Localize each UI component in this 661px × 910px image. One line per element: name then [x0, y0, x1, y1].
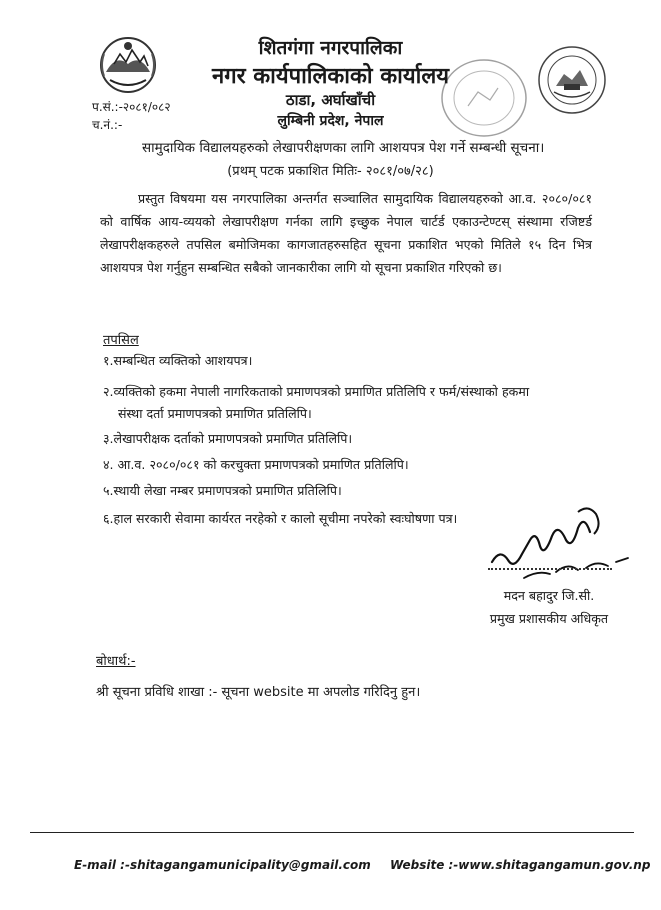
office-location: ठाडा, अर्घाखाँची — [285, 91, 376, 109]
notice-body: प्रस्तुत विषयमा यस नगरपालिका अन्तर्गत सञ्चालित सामुदायिक विद्यालयहरुको आ.व. २०८०/०८१ को वार्षिक आय-व्ययको लेखापरीक्षण गर्नका लागि इच्छुक नेपाल चार्टर्ड एकाउन्टेण्टस् संस्थामा रजिष्टर्ड लेखापरीक्षकहरुले तपसिल बमोजिमका कागजातहरुसहित सूचना प्रकाशित भएको मितिले १५ दिन भित्र आशयपत्र पेश गर्नुहुन सम्बन्धित सबैको जानकारीका लागि यो सूचना प्रकाशित गरिएको छ। — [100, 191, 592, 275]
list-item: २.व्यक्तिको हकमा नेपाली नागरिकताको प्रमाणपत्रको प्रमाणित प्रतिलिपि र फर्म/संस्थाको हकमा — [103, 384, 530, 399]
footer-divider — [30, 832, 634, 833]
published-date: (प्रथम् पटक प्रकाशित मितिः- २०८१/०७/२८) — [227, 164, 434, 179]
list-item: ५.स्थायी लेखा नम्बर प्रमाणपत्रको प्रमाणित प्रतिलिपि। — [103, 483, 342, 498]
signature-line — [488, 568, 612, 570]
list-item: ६.हाल सरकारी सेवामा कार्यरत नरहेको र कालो सूचीमा नपरेको स्वःघोषणा पत्र। — [103, 511, 458, 526]
office-name: नगर कार्यपालिकाको कार्यालय — [212, 64, 449, 89]
list-item-continuation: संस्था दर्ता प्रमाणपत्रको प्रमाणित प्रतिलिपि। — [118, 406, 312, 421]
footer-email: E-mail :-shitagangamunicipality@gmail.com — [74, 858, 371, 872]
cc-recipient: श्री सूचना प्रविधि शाखा :- सूचना website मा अपलोड गरिदिनु हुन। — [96, 685, 421, 700]
signatory-name: मदन बहादुर जि.सी. — [503, 588, 595, 603]
list-item: ४. आ.व. २०८०/०८१ को करचुक्ता प्रमाणपत्रको प्रमाणित प्रतिलिपि। — [103, 457, 409, 472]
list-item: ३.लेखापरीक्षक दर्ताको प्रमाणपत्रको प्रमाणित प्रतिलिपि। — [103, 431, 353, 446]
letter-reference-number: प.सं.:-२०८१/०८२ — [92, 100, 171, 114]
signatory-title: प्रमुख प्रशासकीय अधिकृत — [489, 611, 609, 626]
handwritten-signature — [478, 500, 658, 586]
details-heading: तपसिल — [103, 333, 139, 348]
notice-subject: सामुदायिक विद्यालयहरुको लेखापरीक्षणका लागि आशयपत्र पेश गर्ने सम्बन्धी सूचना। — [142, 140, 545, 156]
cc-heading: बोधार्थ:- — [96, 654, 136, 669]
municipality-name: शितगंगा नगरपालिका — [258, 37, 403, 59]
dispatch-number: च.नं.:- — [92, 118, 123, 132]
list-item: १.सम्बन्धित व्यक्तिको आशयपत्र। — [103, 353, 253, 368]
footer-website: Website :-www.shitagangamun.gov.np — [390, 858, 651, 872]
office-province: लुम्बिनी प्रदेश, नेपाल — [277, 113, 384, 129]
